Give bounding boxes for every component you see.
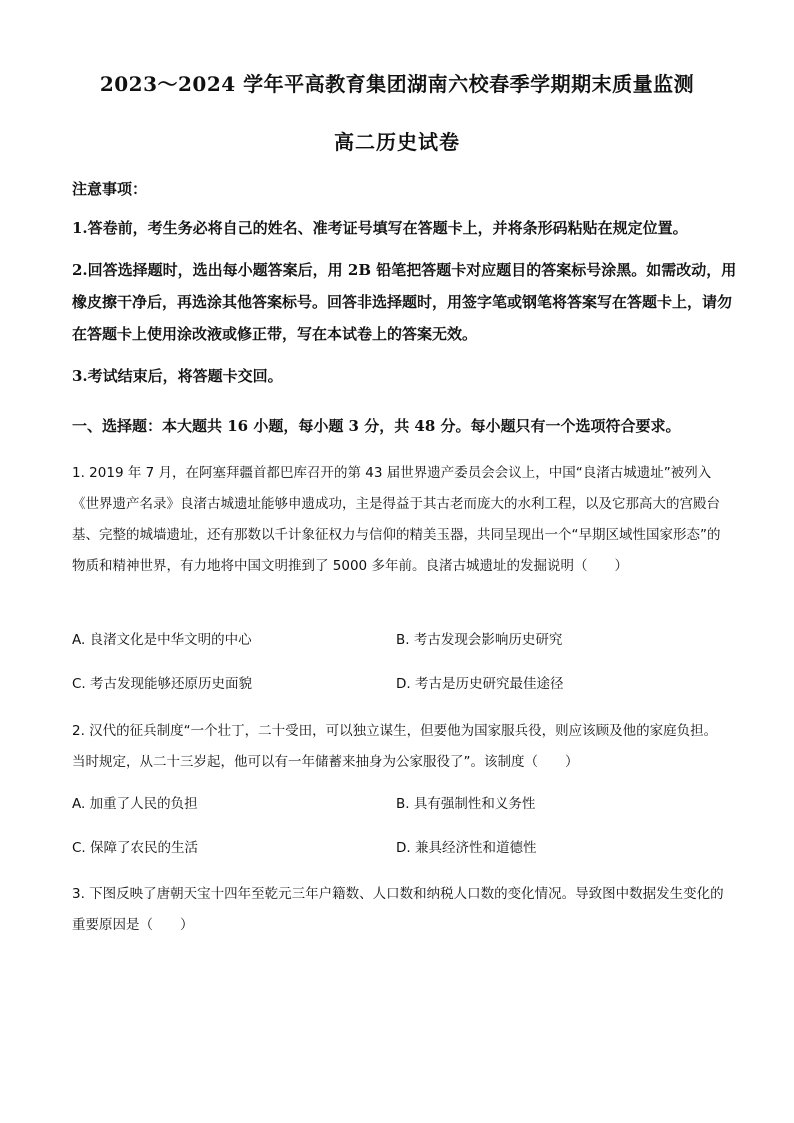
question-3-stem: 3. 下图反映了唐朝天宝十四年至乾元三年户籍数、人口数和纳税人口数的变化情况。导致图中数据发生变化的重要原因是（ ） [72, 886, 724, 933]
question-1 [72, 458, 728, 582]
option-row [72, 670, 732, 714]
notice-item-1: 1.答卷前，考生务必将自己的姓名、准考证号填写在答题卡上，并将条形码粘贴在规定位置。 [72, 219, 688, 237]
question-2-option-d: D. 兼具经济性和道德性 [396, 840, 537, 856]
question-1-stem: 1. 2019 年 7 月，在阿塞拜疆首都巴库召开的第 43 届世界遗产委员会会议上，中国“良渚古城遗址”被列入《世界遗产名录》良渚古城遗址能够申遗成功，主是得益于其古老而庞大的水利工程，以及它那高大的宫殿台基、完整的城墙遗址，还有那数以千计象征权力与信仰的精美玉器，共同呈现出一个“早期区域性国家形态”的物质和精神世界，有力地将中国文明推到了 5000 多年前。良渚古城遗址的发掘说明（ ） [72, 465, 721, 574]
question-2-option-c: C. 保障了农民的生活 [72, 840, 199, 856]
option-row [72, 790, 732, 834]
notice-label: 注意事项： [72, 180, 148, 198]
question-2-option-b: B. 具有强制性和义务性 [396, 796, 536, 812]
question-2 [72, 716, 728, 778]
notice-item-2: 2.回答选择题时，选出每小题答案后，用 2B 铅笔把答题卡对应题目的答案标号涂黑。如需改动，用橡皮擦干净后，再选涂其他答案标号。回答非选择题时，用签字笔或钢笔将答案写在答题卡上，请勿在答题卡上使用涂改液或修正带，写在本试卷上的答案无效。 [72, 261, 737, 343]
question-3 [72, 879, 728, 941]
question-2-stem: 2. 汉代的征兵制度“一个壮丁，二十受田，可以独立谋生，但要他为国家服兵役，则应该顾及他的家庭负担。当时规定，从二十三岁起，他可以有一年储蓄来抽身为公家服役了”。该制度（ ） [72, 723, 718, 770]
exam-title: 2023～2024 学年平高教育集团湖南六校春季学期期末质量监测 [99, 72, 695, 96]
question-1-options [72, 626, 732, 714]
question-2-option-a: A. 加重了人民的负担 [72, 796, 198, 812]
option-row [72, 834, 732, 878]
question-1-option-c: C. 考古发现能够还原历史面貌 [72, 676, 253, 692]
question-1-option-a: A. 良渚文化是中华文明的中心 [72, 632, 252, 648]
exam-subtitle: 高二历史试卷 [334, 130, 460, 154]
option-row [72, 626, 732, 670]
notice-item-3: 3.考试结束后，将答题卡交回。 [72, 367, 283, 385]
question-1-option-d: D. 考古是历史研究最佳途径 [396, 676, 564, 692]
question-2-options [72, 790, 732, 878]
question-1-option-b: B. 考古发现会影响历史研究 [396, 632, 563, 648]
notice-block [72, 178, 738, 392]
section-heading: 一、选择题：本大题共 16 小题，每小题 3 分，共 48 分。每小题只有一个选项符合要求。 [72, 417, 681, 435]
